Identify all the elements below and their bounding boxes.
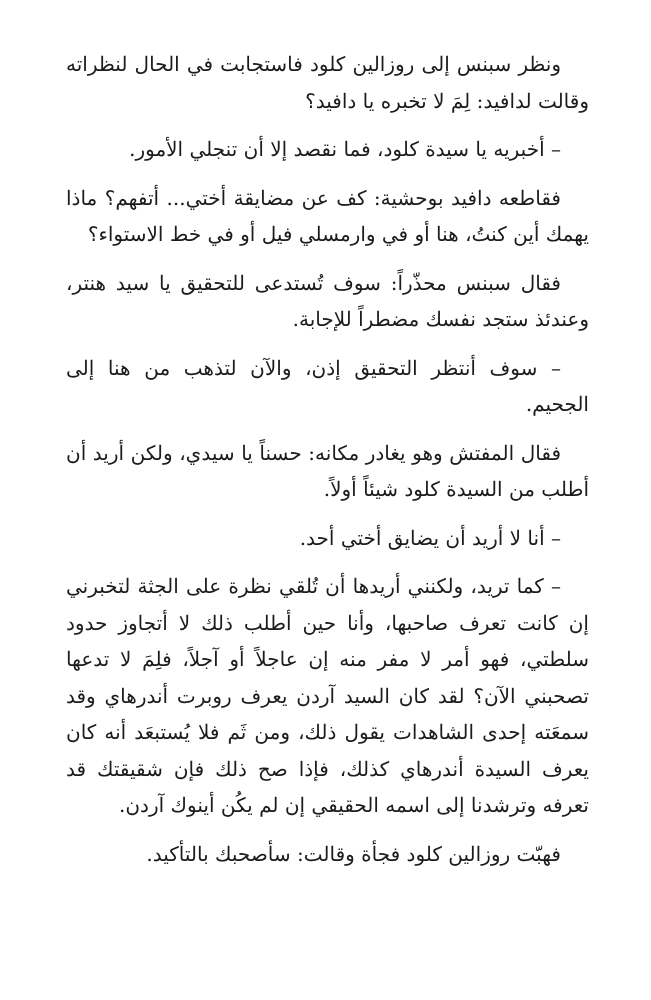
paragraph-1: ونظر سبنس إلى روزالين كلود فاستجابت في الحال لنظراته وقالت لدافيد: لِمَ لا تخبره يا دافيد؟ [66, 52, 589, 113]
paragraph-4: فقال سبنس محذّراً: سوف تُستدعى للتحقيق يا سيد هنتر، وعندئذ ستجد نفسك مضطراً للإجابة. [66, 270, 589, 331]
paragraph-7: – أنا لا أريد أن يضايق أختي أحد. [299, 525, 561, 550]
paragraph-9: فهبّت روزالين كلود فجأة وقالت: سأصحبك بالتأكيد. [146, 841, 561, 866]
paragraph-8: – كما تريد، ولكنني أريدها أن تُلقي نظرة على الجثة لتخبرني إن كانت تعرف صاحبها، وأنا حين أطلب ذلك لا أتجاوز حدود سلطتي، فهو أمر لا مفر منه إن عاجلاً أو آجلاً، فلِمَ لا تدعها تصحبني الآن؟ لقد كان السيد آردن يعرف روبرت أندرهاي وقد سمعَته إحدى الشاهدات يقول ذلك، ومن ثَم فلا يُستبعَد أنه كان يعرف السيدة أندرهاي كذلك، فإذا صح ذلك فإن شقيقتك قد تعرفه وترشدنا إلى اسمه الحقيقي إن لم يكُن أينوك آردن. [66, 574, 589, 817]
paragraph-5: – سوف أنتظر التحقيق إذن، والآن لتذهب من هنا إلى الجحيم. [66, 355, 589, 416]
paragraph-6: فقال المفتش وهو يغادر مكانه: حسناً يا سيدي، ولكن أريد أن أطلب من السيدة كلود شيئاً أولاً. [66, 440, 589, 501]
paragraph-3: فقاطعه دافيد بوحشية: كف عن مضايقة أختي... أتفهم؟ ماذا يهمك أين كنتُ، هنا أو في وارمسلي فيل أو في خط الاستواء؟ [66, 185, 589, 246]
paragraph-2: – أخبريه يا سيدة كلود، فما نقصد إلا أن تنجلي الأمور. [129, 137, 561, 161]
